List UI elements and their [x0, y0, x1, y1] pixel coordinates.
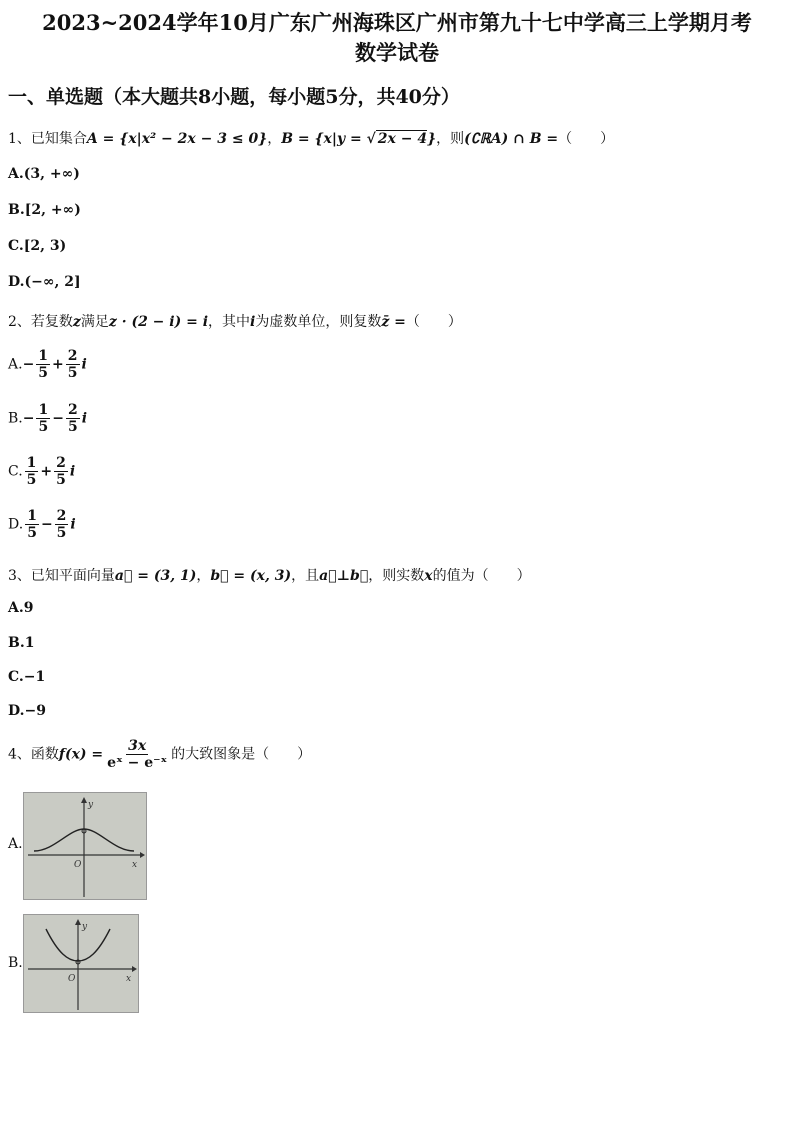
q2-option-a[interactable]: A.− $\frac{1}{5}$ + $\frac{2}{5}$ i: [8, 348, 87, 381]
q1-option-a[interactable]: A.(3, +∞): [8, 166, 80, 182]
vector-b: b⃗ = (x, 3): [210, 568, 292, 584]
vector-a: a⃗ = (3, 1): [114, 568, 197, 584]
q4-option-a-graph[interactable]: [23, 792, 147, 900]
q3-option-d[interactable]: D.−9: [8, 703, 46, 719]
svg-text:y: y: [88, 800, 94, 810]
q1-option-b[interactable]: B.[2, +∞): [8, 202, 81, 218]
q2-equation: z · (2 − i) = i: [108, 314, 209, 330]
title-line-1: 2023~2024学年10月广东广州海珠区广州市第九十七中学高三上学期月考: [42, 10, 752, 35]
title-line-2: 数学试卷: [355, 40, 439, 65]
page-title: [0, 8, 794, 68]
question-2: 2、若复数z满足z · (2 − i) = i，其中i为虚数单位，则复数z̄ =（ ）: [8, 314, 462, 330]
q3-option-c[interactable]: C.−1: [8, 669, 46, 685]
q1-option-d[interactable]: D.(−∞, 2]: [8, 274, 81, 290]
q3-option-b[interactable]: B.1: [8, 635, 35, 651]
set-b: B = {x|y = √ 2x − 4}: [281, 131, 437, 147]
question-4: 4、函数f(x) = $\frac{3x}{\text{eˣ − e⁻ˣ}}$ 的大致图象是（ ）: [8, 738, 312, 771]
q4-option-a-label[interactable]: A.: [8, 836, 23, 852]
q1-expression: (∁ℝA) ∩ B =: [464, 131, 559, 147]
q3-option-a[interactable]: A.9: [8, 600, 34, 616]
q2-option-c[interactable]: C. $\frac{1}{5}$ + $\frac{2}{5}$ i: [8, 455, 76, 488]
q2-option-b[interactable]: B.− $\frac{1}{5}$ − $\frac{2}{5}$ i: [8, 402, 88, 435]
question-1: 1、已知集合A = {x|x² − 2x − 3 ≤ 0}，B = {x|y = √ 2x − 4}，则(∁ℝA) ∩ B =（ ）: [8, 131, 615, 147]
q4-option-b-graph[interactable]: [23, 914, 139, 1013]
svg-text:x: x: [132, 860, 138, 870]
svg-text:y: y: [82, 922, 88, 932]
svg-text:x: x: [126, 974, 132, 984]
q2-option-d[interactable]: D. $\frac{1}{5}$ − $\frac{2}{5}$ i: [8, 508, 76, 541]
q4-option-b-label[interactable]: B.: [8, 955, 23, 971]
question-3: 3、已知平面向量a⃗ = (3, 1)，b⃗ = (x, 3)，且a⃗⊥b⃗，则实数x的值为（ ）: [8, 568, 531, 584]
svg-text:O: O: [68, 974, 76, 984]
q1-option-c[interactable]: C.[2, 3): [8, 238, 67, 254]
set-a: A = {x|x² − 2x − 3 ≤ 0}: [86, 131, 268, 147]
svg-text:O: O: [74, 860, 82, 870]
section-heading: 一、单选题（本大题共8小题，每小题5分，共40分）: [8, 86, 460, 108]
